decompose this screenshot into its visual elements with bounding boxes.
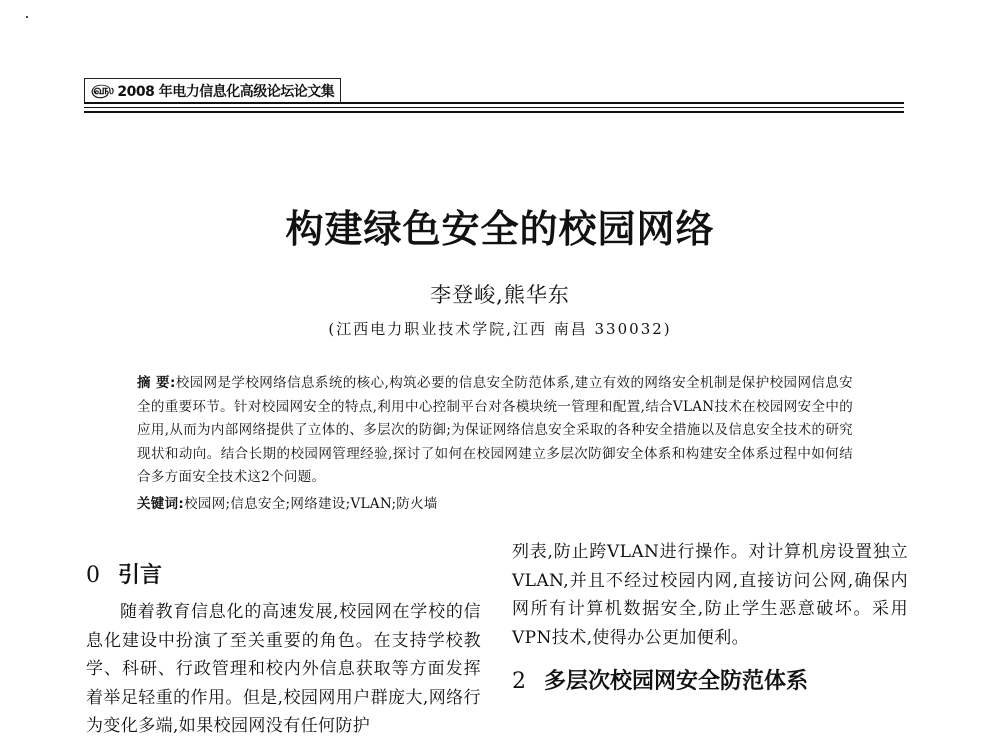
right-column-paragraph: 列表,防止跨VLAN进行操作。对计算机房设置独立VLAN,并且不经过校园内网,直接访问公网,确保内网所有计算机数据安全,防止学生恶意破坏。采用VPN技术,使得办公更加便利。 [512, 542, 908, 648]
header-rule [84, 107, 904, 108]
keywords-text: 校园网;信息安全;网络建设;VLAN;防火墙 [184, 496, 438, 512]
header-rule [84, 111, 904, 113]
section-number: 2 [512, 669, 526, 694]
section-title: 引言 [118, 563, 163, 588]
keywords [137, 492, 438, 512]
intro-paragraph: 随着教育信息化的高速发展,校园网在学校的信息化建设中扮演了至关重要的角色。在支持学校教学、科研、行政管理和校内外信息获取等方面发挥着举足轻重的作用。但是,校园网用户群庞大,网络行为变化多端,如果校园网没有任何防护 [86, 602, 481, 736]
section-number: 0 [86, 563, 100, 588]
abstract-label: 摘 要: [137, 375, 176, 391]
journal-header-text: 2008 年电力信息化高级论坛论文集 [117, 84, 335, 100]
section-title: 多层次校园网安全防范体系 [544, 669, 809, 694]
abstract-text: 校园网是学校网络信息系统的核心,构筑必要的信息安全防范体系,建立有效的网络安全机制是保护校园网信息安全的重要环节。针对校园网安全的特点,利用中心控制平台对各模块统一管理和配置,结合VLAN技术在校园网安全中的应用,从而为内部网络提供了立体的、多层次的防御;为保证网络信息安全采取的各种安全措施以及信息安全技术的研究现状和动向。结合长期的校园网管理经验,探讨了如何在校园网建立多层次防御安全体系和构建安全体系过程中如何结合多方面安全技术这2个问题。 [137, 375, 853, 486]
leaf-logo-icon: ௵ [91, 83, 114, 98]
scan-speck [26, 16, 28, 18]
section-heading-security [512, 664, 808, 695]
keywords-label: 关键词: [137, 496, 185, 512]
paper-authors: 李登峻,熊华东 [430, 283, 570, 307]
paper-title: 构建绿色安全的校园网络 [285, 207, 715, 251]
section-heading-intro [86, 558, 162, 589]
header-rule [84, 102, 904, 104]
abstract [137, 372, 853, 490]
paper-affiliation: (江西电力职业技术学院,江西 南昌 330032) [328, 320, 672, 338]
journal-header [84, 78, 341, 103]
